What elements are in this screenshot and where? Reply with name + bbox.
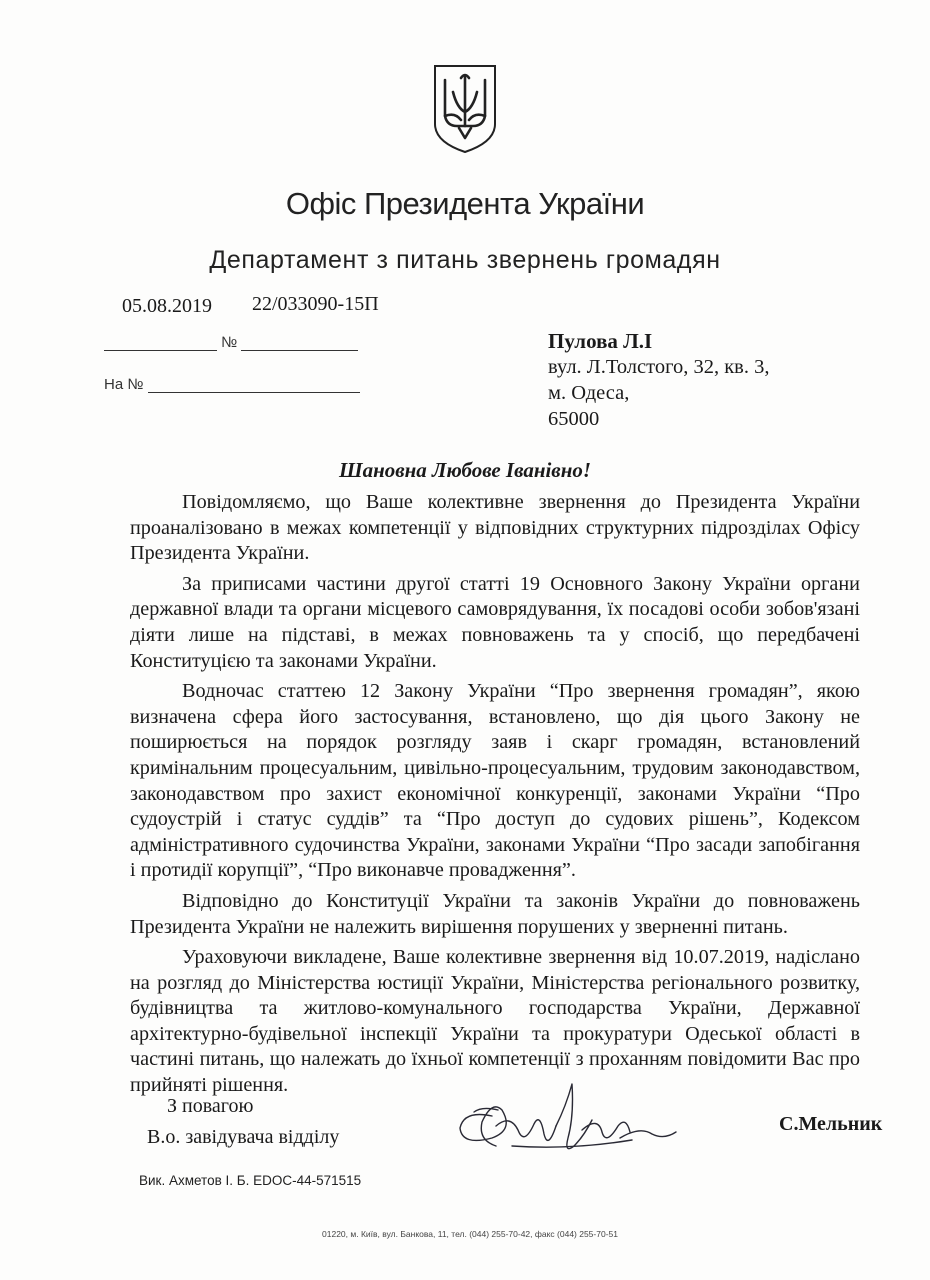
signer-position: В.о. завідувача відділу <box>147 1126 340 1148</box>
number-sign: № <box>221 334 238 351</box>
addressee-street: вул. Л.Толстого, 32, кв. 3, <box>548 356 770 378</box>
executor-line: Вик. Ахметов І. Б. EDOC-44-571515 <box>139 1173 362 1188</box>
reference-label: На № <box>104 376 144 393</box>
number-blank-line <box>241 336 358 351</box>
addressee-name: Пулова Л.І <box>548 329 653 353</box>
addressee-postal-code: 65000 <box>548 408 600 430</box>
body-paragraph: Ураховуючи викладене, Ваше колективне звернення від 10.07.2019, надіслано на розгляд до Міністерства юстиції України, Міністерства регіонального розвитку, будівництва та житлово-комунального господарства України, Державної архітектурно-будівельної інспекції України та прокуратури Одеської області в частині питань, що належать до їхньої компетенції з проханням повідомити Вас про прийняті рішення. <box>130 946 860 1097</box>
date-blank-line <box>104 336 217 351</box>
closing-regards: З повагою <box>167 1095 254 1117</box>
footer-contacts: 01220, м. Київ, вул. Банкова, 11, тел. (044) 255-70-42, факс (044) 255-70-51 <box>322 1229 618 1239</box>
reference-line <box>104 376 360 393</box>
addressee-city: м. Одеса, <box>548 382 630 404</box>
salutation: Шановна Любове Іванівно! <box>338 458 592 482</box>
outgoing-date: 05.08.2019 <box>122 295 212 317</box>
registration-line <box>104 334 358 351</box>
body-paragraph: Повідомляємо, що Ваше колективне звернення до Президента України проаналізовано в межах компетенції у відповідних структурних підрозділах Офісу Президента України. <box>130 491 860 565</box>
body-paragraph: За приписами частини другої статті 19 Основного Закону України органи державної влади та органи місцевого самоврядування, їх посадові особи зобов'язані діяти лише на підставі, в межах повноважень та у спосіб, що передбачені Конституцією та законами України. <box>130 572 860 672</box>
body-paragraph: Відповідно до Конституції України та законів України до повноважень Президента України не належить вирішення порушених у зверненні питань. <box>130 889 860 938</box>
trident-emblem-icon <box>431 62 499 154</box>
outgoing-number: 22/033090-15П <box>252 293 379 315</box>
reference-blank-line <box>148 378 360 393</box>
signer-name: С.Мельник <box>779 1113 883 1135</box>
handwritten-signature <box>452 1076 682 1176</box>
letter-body <box>130 490 860 1104</box>
organization-title: Офіс Президента України <box>285 186 645 221</box>
department-title: Департамент з питань звернень громадян <box>209 246 721 274</box>
body-paragraph: Водночас статтею 12 Закону України “Про звернення громадян”, якою визначена сфера його застосування, встановлено, що дія цього Закону не поширюється на порядок розгляду заяв і скарг громадян, встановлений кримінальним процесуальним, цивільно-процесуальним, трудовим законодавством, законодавством про захист економічної конкуренції, законами України “Про судоустрій і статус суддів” та “Про доступ до судових рішень”, Кодексом адміністративного судочинства України, законами України “Про засади запобігання і протидії корупції”, “Про виконавче провадження”. <box>130 680 860 882</box>
addressee-block <box>548 328 769 432</box>
